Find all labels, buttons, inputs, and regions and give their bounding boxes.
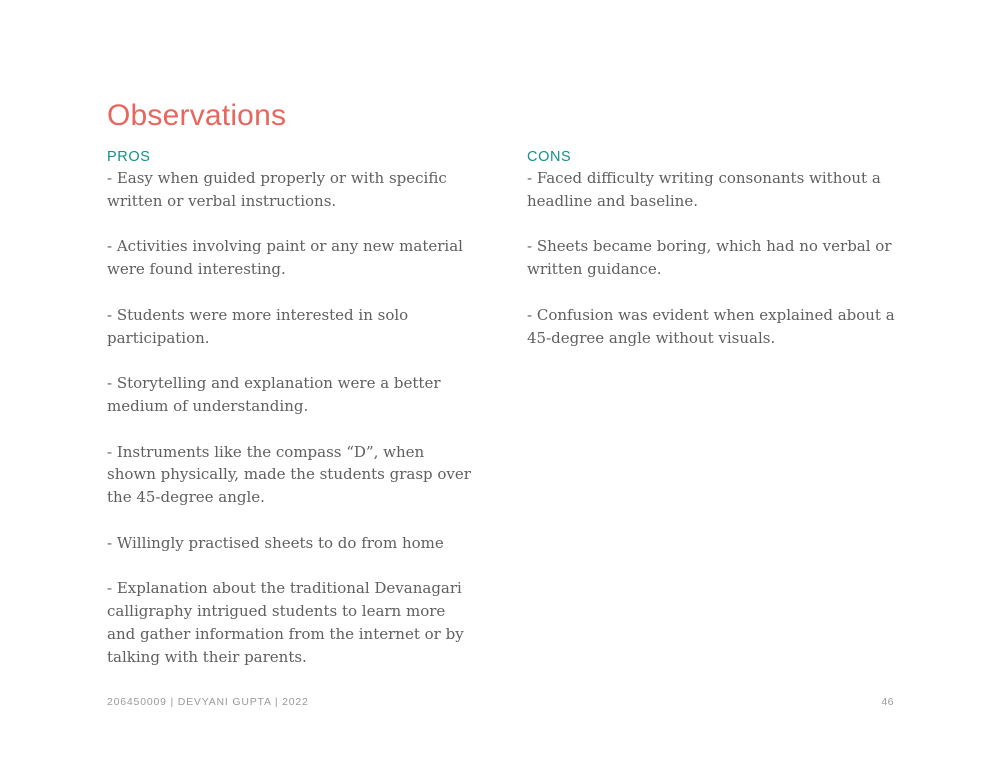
cons-column [527, 148, 897, 372]
pros-item: - Activities involving paint or any new material were found interesting. [107, 237, 463, 279]
cons-item: - Faced difficulty writing consonants without a headline and baseline. [527, 169, 881, 210]
pros-item: - Students were more interested in solo participation. [107, 305, 409, 347]
pros-column [107, 148, 477, 691]
pros-item: - Storytelling and explanation were a better medium of understanding. [107, 374, 441, 415]
cons-heading: CONS [527, 149, 572, 165]
page-title: Observations [107, 99, 287, 132]
page-number: 46 [881, 696, 894, 708]
cons-item: - Confusion was evident when explained about a 45-degree angle without visuals. [527, 305, 895, 347]
pros-item: - Instruments like the compass “D”, when shown physically, made the students grasp over the 45-degree angle. [107, 442, 471, 507]
cons-item: - Sheets became boring, which had no verbal or written guidance. [527, 237, 892, 279]
pros-item: - Explanation about the traditional Devanagari calligraphy intrigued students to learn more and gather information from the internet or by talking with their parents. [107, 579, 464, 666]
footer-credit: 206450009 | DEVYANI GUPTA | 2022 [107, 696, 309, 708]
pros-heading: PROS [107, 149, 151, 165]
pros-item: - Willingly practised sheets to do from home [107, 533, 444, 552]
pros-item: - Easy when guided properly or with specific written or verbal instructions. [107, 169, 447, 210]
